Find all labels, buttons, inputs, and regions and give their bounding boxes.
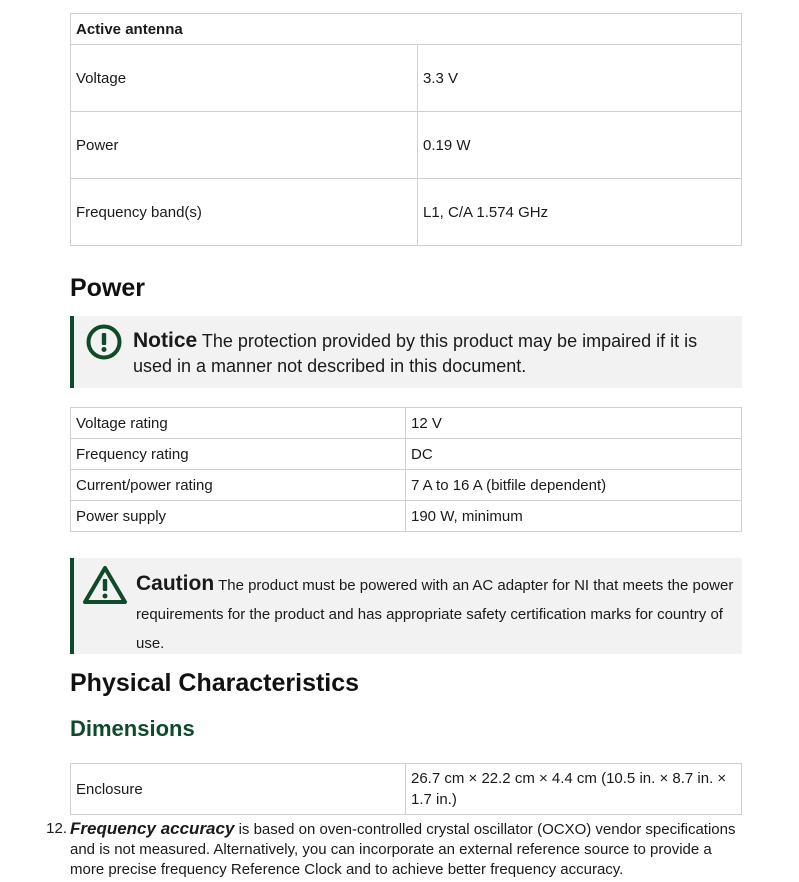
exclamation-circle-icon — [86, 324, 122, 360]
caution-body: The product must be powered with an AC adapter for NI that meets the power requirements for the product and has appropriate safety certification marks for country of use. — [136, 577, 734, 652]
table-header-cell: Active antenna — [71, 14, 742, 45]
section-heading-physical: Physical Characteristics — [70, 669, 360, 697]
table-value-cell: 190 W, minimum — [406, 501, 742, 532]
table-label-cell: Frequency band(s) — [71, 179, 418, 246]
table-value-cell: 26.7 cm × 22.2 cm × 4.4 cm (10.5 in. × 8.7 in. × 1.7 in.) — [406, 764, 742, 815]
footnote — [45, 819, 745, 880]
table-label-cell: Current/power rating — [71, 470, 406, 501]
table-value-cell: 3.3 V — [418, 45, 742, 112]
table-label-cell: Frequency rating — [71, 439, 406, 470]
table-label-cell: Voltage — [71, 45, 418, 112]
table-row — [71, 501, 742, 532]
notice-title: Notice — [133, 329, 198, 352]
table-value-cell: L1, C/A 1.574 GHz — [418, 179, 742, 246]
table-label-cell: Enclosure — [71, 764, 406, 815]
table-row — [71, 470, 742, 501]
footnote-body — [70, 819, 745, 880]
table-value-cell: 0.19 W — [418, 112, 742, 179]
caution-text-block — [136, 569, 746, 658]
active-antenna-table — [70, 13, 742, 246]
table-label-cell: Power supply — [71, 501, 406, 532]
table-row — [71, 45, 742, 112]
table-label-cell: Power — [71, 112, 418, 179]
table-row — [71, 408, 742, 439]
footnote-text: is based on oven-controlled crystal oscillator (OCXO) vendor specifications and is not measured. Alternatively, you can incorporate an external reference source to provide a more precise frequency Reference Clock and to achieve better frequency accuracy. — [70, 821, 736, 878]
section-heading-power: Power — [70, 274, 146, 302]
table-row — [71, 112, 742, 179]
caution-title: Caution — [136, 572, 215, 595]
dimensions-table — [70, 763, 742, 815]
warning-triangle-icon — [82, 564, 128, 606]
subsection-heading-dimensions: Dimensions — [70, 716, 195, 741]
table-header-row — [71, 14, 742, 45]
notice-callout — [70, 316, 742, 388]
table-value-cell: 12 V — [406, 408, 742, 439]
table-label-cell: Voltage rating — [71, 408, 406, 439]
table-row — [71, 439, 742, 470]
table-row — [71, 179, 742, 246]
table-value-cell: 7 A to 16 A (bitfile dependent) — [406, 470, 742, 501]
table-row — [71, 764, 742, 815]
notice-body: The protection provided by this product may be impaired if it is used in a manner not described in this document. — [133, 331, 698, 376]
power-rating-table — [70, 407, 742, 532]
footnote-term: Frequency accuracy — [70, 819, 235, 838]
table-value-cell: DC — [406, 439, 742, 470]
caution-callout — [70, 558, 742, 654]
notice-text-block — [133, 328, 733, 379]
footnote-number: 12. — [46, 820, 67, 837]
